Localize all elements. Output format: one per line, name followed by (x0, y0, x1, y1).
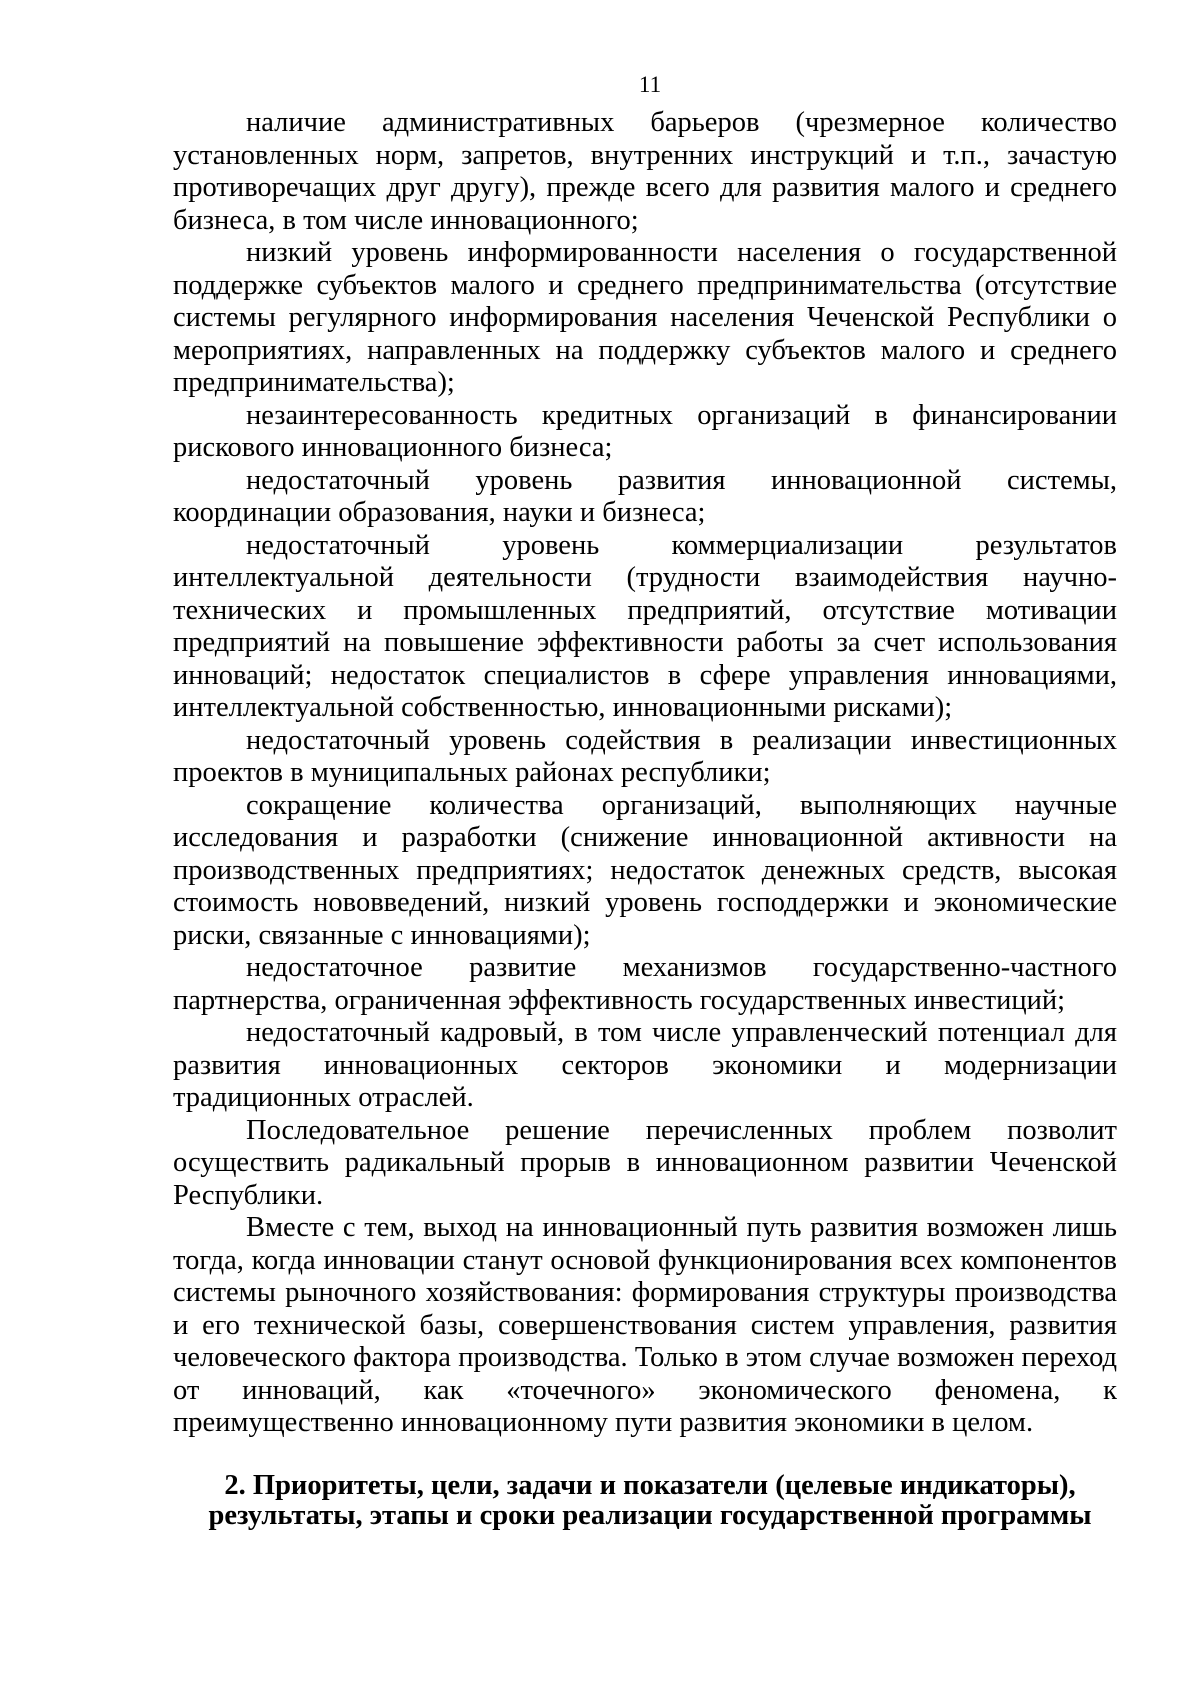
section-heading (150, 1471, 1150, 1531)
section-heading-line: 2. Приоритеты, цели, задачи и показатели (целевые индикаторы), (224, 1470, 1076, 1501)
paragraph: Последовательное решение перечисленных проблем позволит осуществить радикальный прорыв в инновационном развитии Чеченской Республики. (173, 1114, 1117, 1211)
paragraph: недостаточный уровень содействия в реализации инвестиционных проектов в муниципальных районах республики; (173, 724, 1117, 788)
paragraph: недостаточное развитие механизмов государственно-частного партнерства, ограниченная эффективность государственных инвестиций; (173, 952, 1117, 1016)
section-heading-line: результаты, этапы и сроки реализации государственной программы (208, 1500, 1092, 1531)
paragraph: Вместе с тем, выход на инновационный путь развития возможен лишь тогда, когда инновации станут основой функционирования всех компонентов системы рыночного хозяйствования: формирования структуры производства и его технической базы, совершенствования систем управления, развития человеческого фактора производства. Только в этом случае возможен переход от инноваций, как «точечного» экономического феномена, к преимущественно инновационному пути развития экономики в целом. (173, 1212, 1117, 1438)
paragraph: наличие административных барьеров (чрезмерное количество установленных норм, запретов, внутренних инструкций и т.п., зачастую противоречащих друг другу), прежде всего для развития малого и среднего бизнеса, в том числе инновационного; (173, 107, 1117, 236)
paragraph: низкий уровень информированности населения о государственной поддержке субъектов малого и среднего предпринимательства (отсутствие системы регулярного информирования населения Чеченской Республики о мероприятиях, направленных на поддержку субъектов малого и среднего предпринимательства); (173, 237, 1117, 398)
paragraph: незаинтересованность кредитных организаций в финансировании рискового инновационного бизнеса; (173, 399, 1117, 463)
body-text (173, 107, 1117, 1440)
paragraph: сокращение количества организаций, выполняющих научные исследования и разработки (снижение инновационной активности на производственных предприятиях; недостаток денежных средств, высокая стоимость нововведений, низкий уровень господдержки и экономические риски, связанные с инновациями); (173, 789, 1117, 951)
paragraph: недостаточный уровень коммерциализации результатов интеллектуальной деятельности (трудности взаимодействия научно-технических и промышленных предприятий, отсутствие мотивации предприятий на повышение эффективности работы за счет использования инноваций; недостаток специалистов в сфере управления инновациями, интеллектуальной собственностью, инновационными рисками); (173, 529, 1117, 723)
paragraph: недостаточный уровень развития инновационной системы, координации образования, науки и бизнеса; (173, 464, 1117, 528)
page-number: 11 (638, 72, 662, 97)
paragraph: недостаточный кадровый, в том числе управленческий потенциал для развития инновационных секторов экономики и модернизации традиционных отраслей. (173, 1017, 1117, 1113)
